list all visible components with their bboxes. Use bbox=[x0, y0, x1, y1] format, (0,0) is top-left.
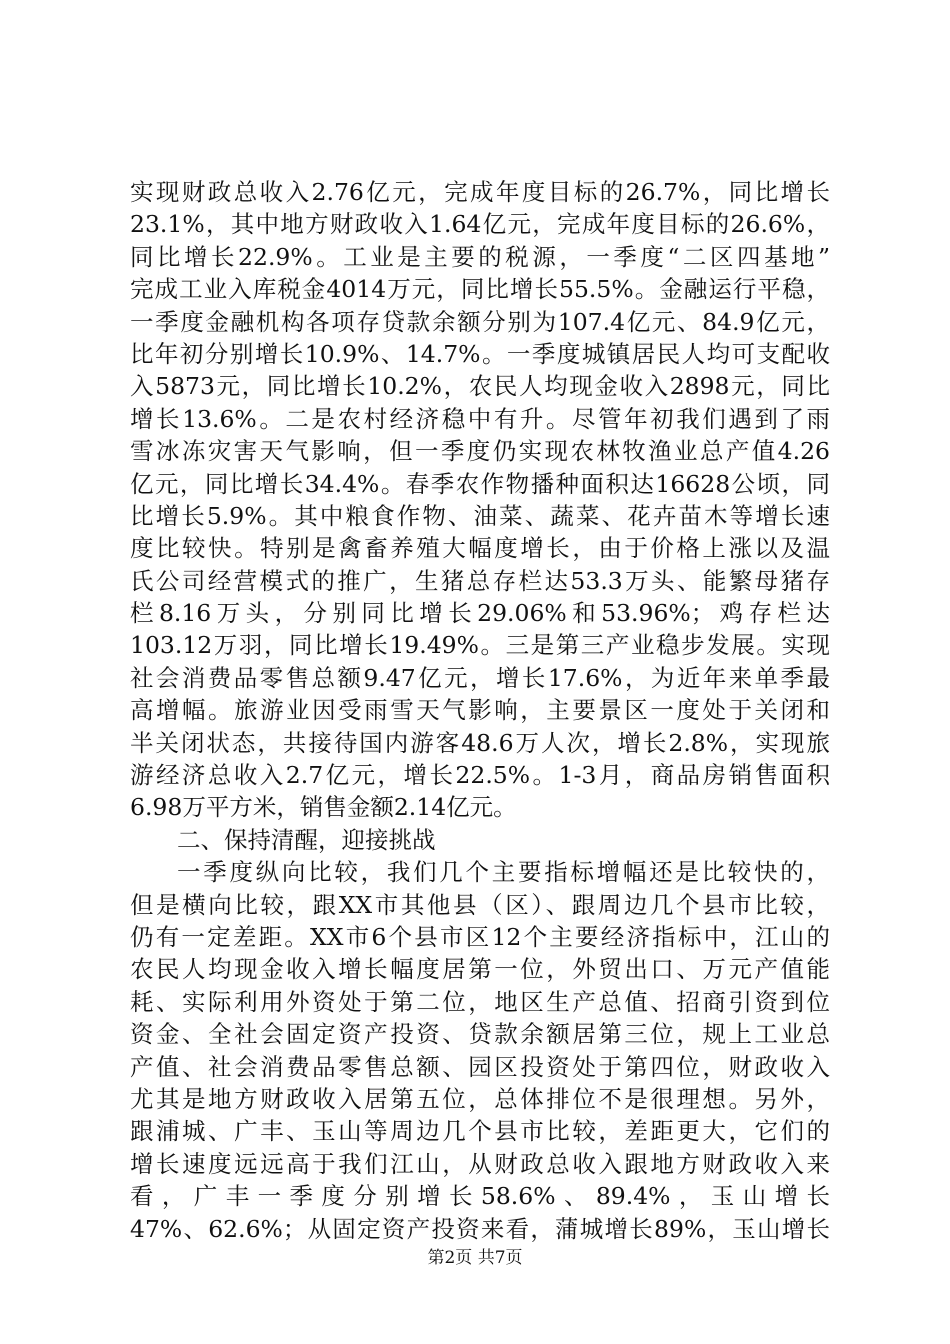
text-line: 跟浦城、广丰、玉山等周边几个县市比较，差距更大，它们的 bbox=[130, 1117, 830, 1146]
text-line: 亿元，同比增长34.4%。春季农作物播种面积达16628公顷，同 bbox=[130, 469, 830, 498]
text-line: 尤其是地方财政收入居第五位，总体排位不是很理想。另外， bbox=[130, 1084, 830, 1113]
text-line: 增长13.6%。二是农村经济稳中有升。尽管年初我们遇到了雨 bbox=[130, 404, 830, 433]
text-line: 半关闭状态，共接待国内游客48.6万人次，增长2.8%，实现旅 bbox=[130, 728, 830, 757]
text-line: 游经济总收入2.7亿元，增长22.5%。1-3月，商品房销售面积 bbox=[130, 761, 830, 790]
text-line: 增长速度远远高于我们江山，从财政总收入跟地方财政收入来 bbox=[130, 1149, 830, 1178]
text-line: 社会消费品零售总额9.47亿元，增长17.6%，为近年来单季最 bbox=[130, 663, 830, 692]
text-line: 入5873元，同比增长10.2%，农民人均现金收入2898元，同比 bbox=[130, 372, 830, 401]
text-line: 一季度纵向比较，我们几个主要指标增幅还是比较快的， bbox=[177, 858, 830, 887]
text-line: 比年初分别增长10.9%、14.7%。一季度城镇居民人均可支配收 bbox=[130, 339, 830, 368]
text-line: 氏公司经营模式的推广，生猪总存栏达53.3万头、能繁母猪存 bbox=[130, 566, 830, 595]
text-line: 栏8.16万头，分别同比增长29.06%和53.96%；鸡存栏达 bbox=[130, 599, 830, 628]
text-line: 仍有一定差距。XX市6个县市区12个主要经济指标中，江山的 bbox=[130, 922, 830, 951]
text-line: 度比较快。特别是禽畜养殖大幅度增长，由于价格上涨以及温 bbox=[130, 534, 830, 563]
text-line: 103.12万羽，同比增长19.49%。三是第三产业稳步发展。实现 bbox=[130, 631, 830, 660]
text-line: 资金、全社会固定资产投资、贷款余额居第三位，规上工业总 bbox=[130, 1020, 830, 1049]
text-line: 产值、社会消费品零售总额、园区投资处于第四位，财政收入 bbox=[130, 1052, 830, 1081]
text-line: 雪冰冻灾害天气影响，但一季度仍实现农林牧渔业总产值4.26 bbox=[130, 437, 830, 466]
text-line: 农民人均现金收入增长幅度居第一位，外贸出口、万元产值能 bbox=[130, 955, 830, 984]
text-line: 比增长5.9%。其中粮食作物、油菜、蔬菜、花卉苗木等增长速 bbox=[130, 501, 830, 530]
text-line: 实现财政总收入2.76亿元，完成年度目标的26.7%，同比增长 bbox=[130, 178, 830, 206]
text-line: 一季度金融机构各项存贷款余额分别为107.4亿元、84.9亿元， bbox=[130, 307, 830, 336]
section-heading: 二、保持清醒，迎接挑战 bbox=[177, 825, 436, 854]
text-line: 高增幅。旅游业因受雨雪天气影响，主要景区一度处于关闭和 bbox=[130, 696, 830, 725]
text-line: 但是横向比较，跟XX市其他县（区）、跟周边几个县市比较， bbox=[130, 890, 830, 919]
text-line: 完成工业入库税金4014万元，同比增长55.5%。金融运行平稳， bbox=[130, 275, 830, 304]
text-line: 47%、62.6%；从固定资产投资来看，蒲城增长89%，玉山增长 bbox=[130, 1214, 830, 1243]
page-footer: 第2页 共7页 bbox=[427, 1248, 523, 1268]
text-line: 看，广丰一季度分别增长58.6%、89.4%，玉山增长 bbox=[130, 1182, 830, 1211]
body-text bbox=[130, 176, 830, 1245]
text-line: 6.98万平方米，销售金额2.14亿元。 bbox=[130, 793, 517, 822]
text-line: 耗、实际利用外资处于第二位，地区生产总值、招商引资到位 bbox=[130, 987, 830, 1016]
text-line: 同比增长22.9%。工业是主要的税源，一季度“二区四基地” bbox=[130, 242, 830, 271]
text-line: 23.1%，其中地方财政收入1.64亿元，完成年度目标的26.6%， bbox=[130, 210, 830, 239]
